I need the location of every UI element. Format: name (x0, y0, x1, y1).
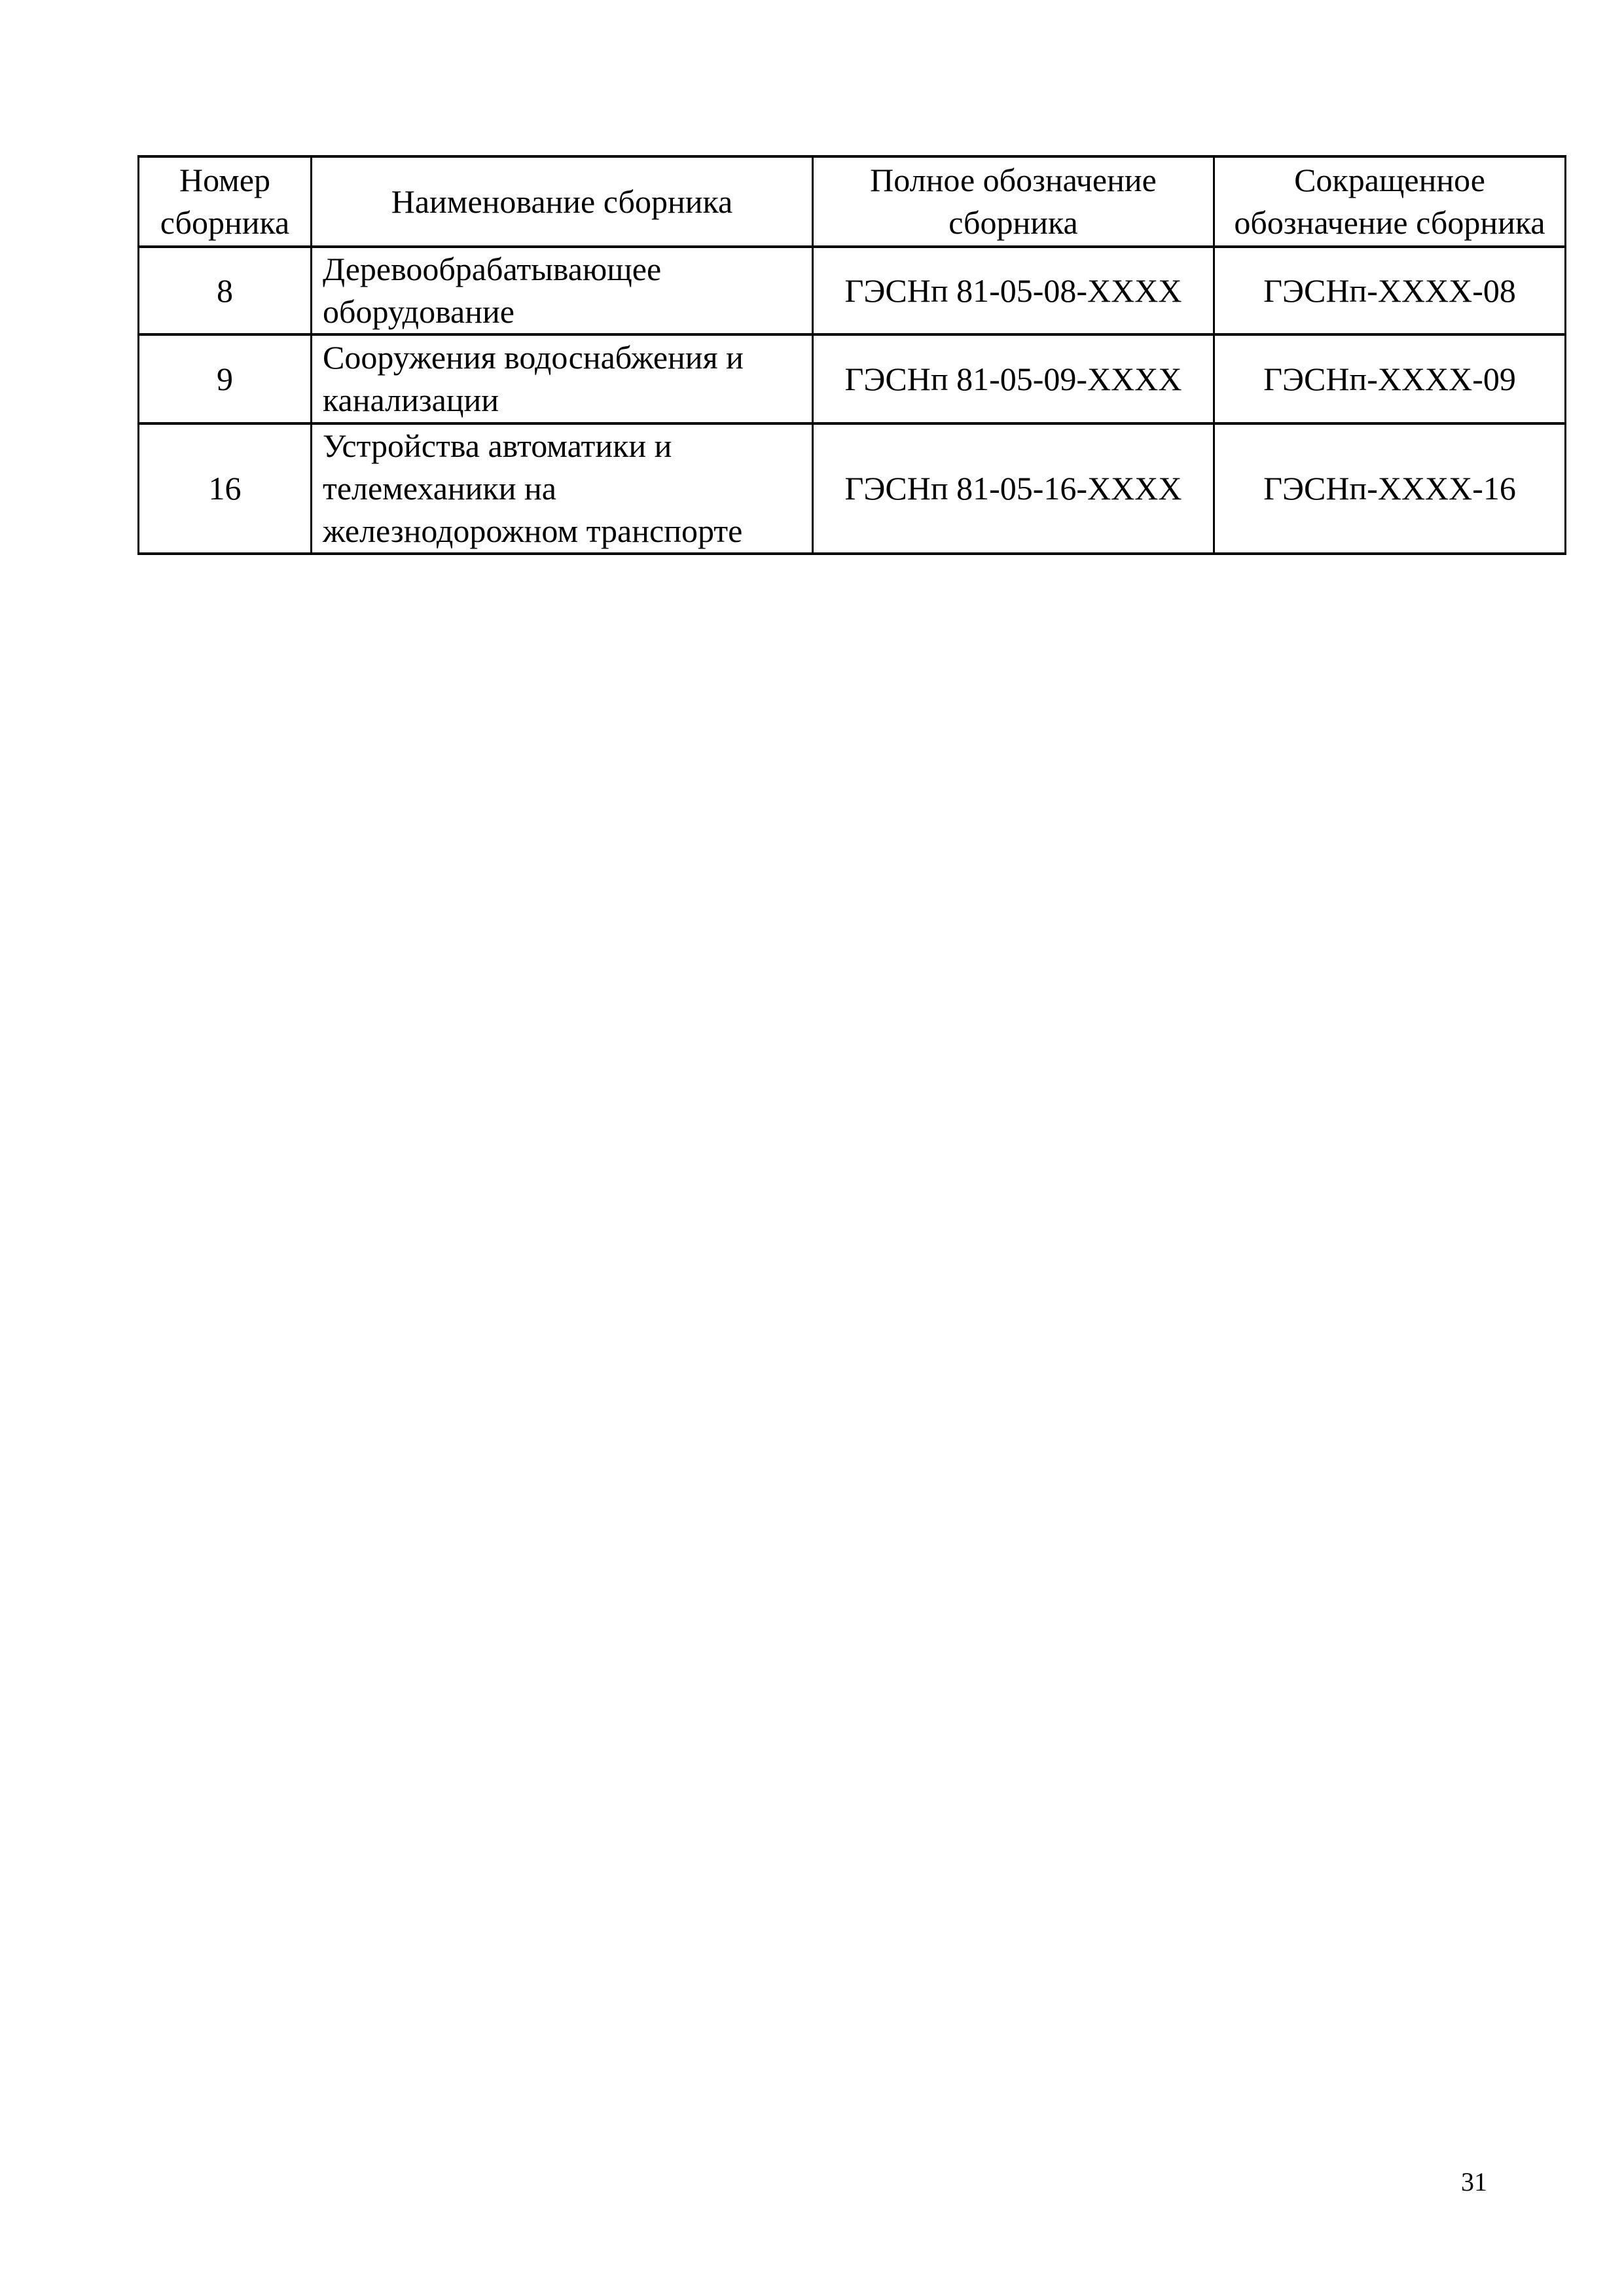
collections-table (137, 155, 1566, 555)
cell-full-designation: ГЭСНп 81-05-09-ХХХХ (813, 334, 1214, 423)
header-line: Сокращенное (1294, 162, 1485, 198)
header-cell-collection-name (312, 156, 813, 247)
header-cell-collection-number (139, 156, 312, 247)
table-row (139, 334, 1566, 423)
cell-collection-number: 16 (139, 423, 312, 554)
cell-collection-number: 8 (139, 247, 312, 334)
table-row (139, 247, 1566, 334)
header-line: сборника (160, 204, 290, 241)
name-line: Устройства автоматики и (323, 427, 672, 464)
cell-short-designation: ГЭСНп-ХХХХ-08 (1214, 247, 1566, 334)
name-line: Деревообрабатывающее (323, 251, 662, 287)
name-line: железнодорожном транспорте (323, 512, 743, 549)
cell-collection-number: 9 (139, 334, 312, 423)
name-line: телемеханики на (323, 470, 556, 507)
header-line: Наименование сборника (391, 183, 733, 220)
cell-short-designation: ГЭСНп-ХХХХ-09 (1214, 334, 1566, 423)
name-line: канализации (323, 382, 499, 418)
page-number: 31 (1461, 2167, 1487, 2197)
cell-collection-name (312, 247, 813, 334)
cell-collection-name (312, 334, 813, 423)
header-line: сборника (948, 204, 1078, 241)
name-line: оборудование (323, 293, 514, 330)
table-header-row (139, 156, 1566, 247)
header-line: обозначение сборника (1234, 204, 1545, 241)
header-line: Номер (179, 162, 270, 198)
cell-full-designation: ГЭСНп 81-05-16-ХХХХ (813, 423, 1214, 554)
name-line: Сооружения водоснабжения и (323, 339, 744, 376)
header-cell-full-designation (813, 156, 1214, 247)
cell-short-designation: ГЭСНп-ХХХХ-16 (1214, 423, 1566, 554)
header-line: Полное обозначение (870, 162, 1157, 198)
table-row (139, 423, 1566, 554)
header-cell-short-designation (1214, 156, 1566, 247)
cell-collection-name (312, 423, 813, 554)
cell-full-designation: ГЭСНп 81-05-08-ХХХХ (813, 247, 1214, 334)
